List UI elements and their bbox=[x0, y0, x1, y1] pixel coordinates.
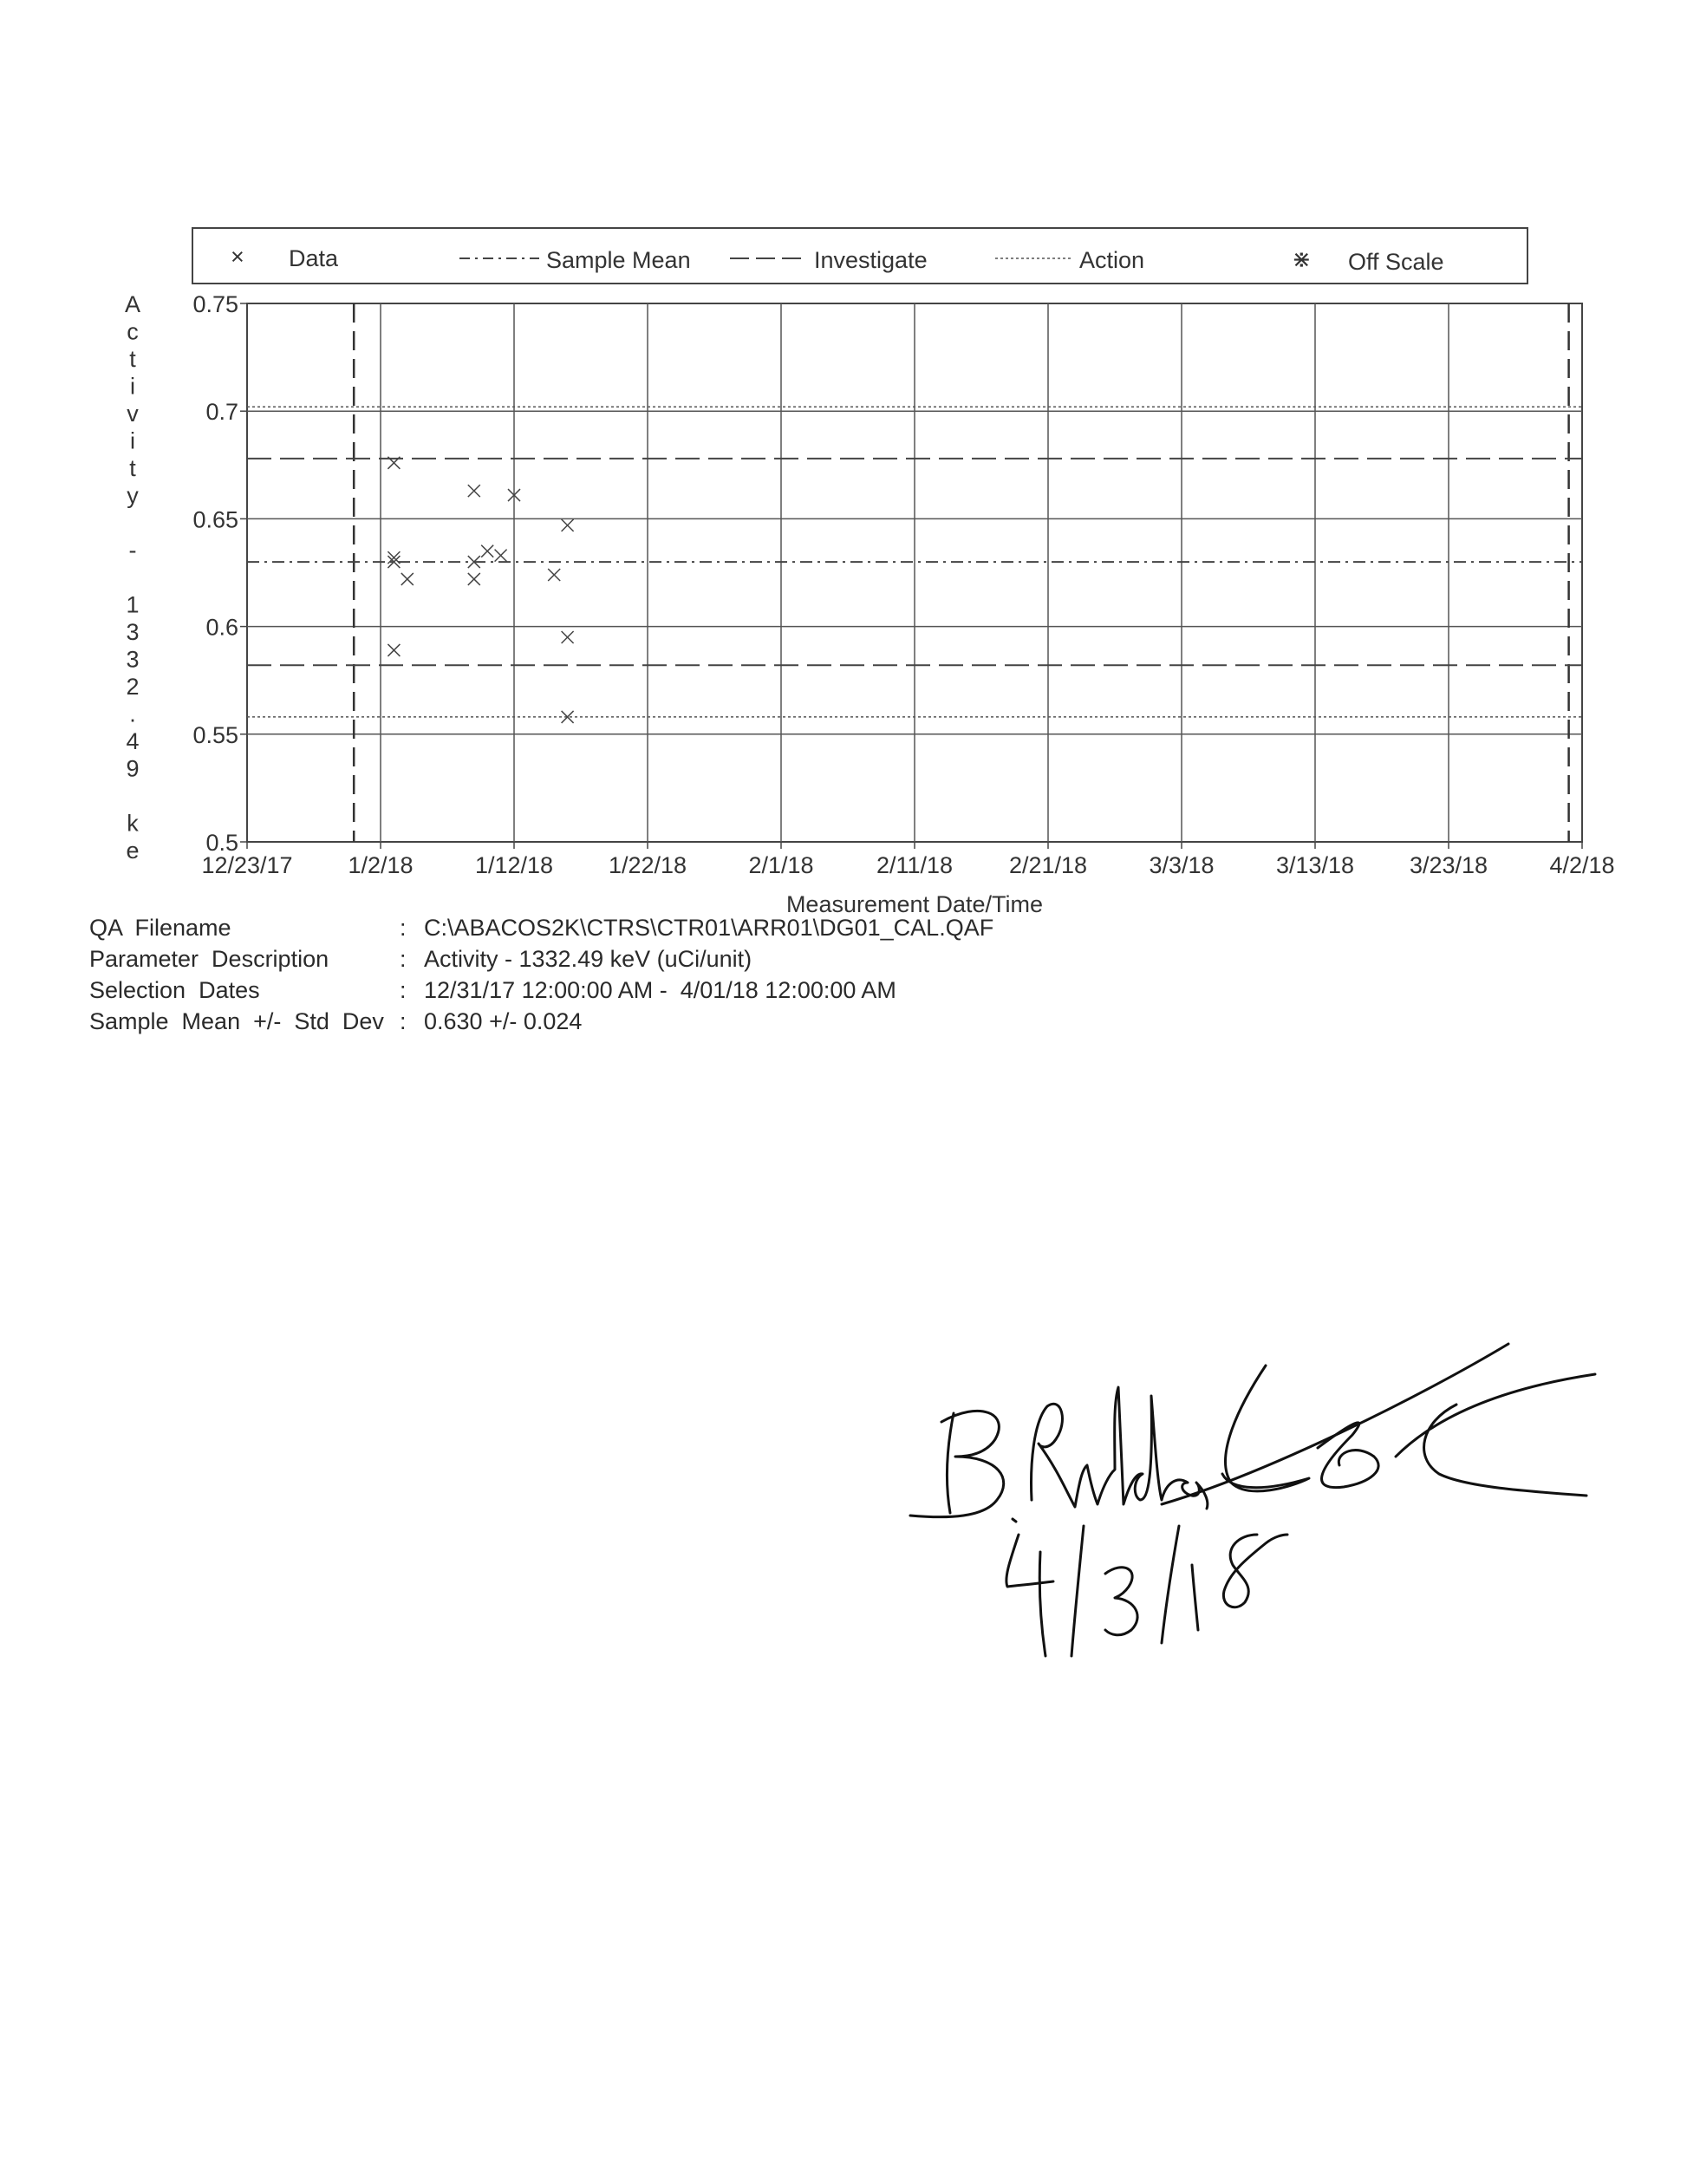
y-axis-label-char: c bbox=[127, 318, 139, 345]
y-axis-label-char: i bbox=[130, 427, 135, 454]
info-value: Activity - 1332.49 keV (uCi/unit) bbox=[424, 946, 752, 972]
info-row-sample-mean bbox=[89, 1006, 993, 1037]
y-axis-label-char: i bbox=[130, 373, 135, 400]
data-point bbox=[388, 644, 400, 656]
data-points bbox=[388, 457, 573, 723]
y-axis-label-char: e bbox=[126, 838, 140, 864]
y-tick-label: 0.6 bbox=[205, 614, 238, 641]
y-tick-label: 0.55 bbox=[192, 721, 238, 748]
info-label: QA Filename bbox=[89, 915, 231, 941]
info-separator: : bbox=[400, 915, 407, 941]
info-separator: : bbox=[400, 977, 407, 1003]
y-axis-label-char: 3 bbox=[126, 619, 140, 645]
data-point bbox=[495, 550, 507, 562]
y-tick-label: 0.65 bbox=[192, 506, 238, 533]
data-point bbox=[401, 573, 414, 585]
y-axis-label-char: A bbox=[124, 291, 141, 317]
legend-data-label: Data bbox=[289, 245, 339, 271]
y-axis-label-char: 2 bbox=[126, 674, 140, 700]
chart bbox=[0, 0, 1687, 919]
x-tick-label: 12/23/17 bbox=[201, 852, 293, 878]
y-axis-label-char: y bbox=[127, 482, 139, 509]
info-value: 12/31/17 12:00:00 AM - 4/01/18 12:00:00 AM bbox=[424, 977, 896, 1003]
y-axis-label-char: 4 bbox=[126, 728, 140, 754]
legend-action-label: Action bbox=[1079, 247, 1145, 273]
info-label: Sample Mean +/- Std Dev bbox=[89, 1008, 384, 1034]
info-row-parameter bbox=[89, 943, 993, 975]
y-tick-label: 0.5 bbox=[205, 830, 238, 856]
info-separator: : bbox=[400, 1008, 407, 1034]
info-value: 0.630 +/- 0.024 bbox=[424, 1008, 583, 1034]
y-axis-label-char: t bbox=[129, 346, 136, 372]
data-point bbox=[481, 545, 493, 557]
legend-investigate-label: Investigate bbox=[814, 247, 928, 273]
y-axis-label-char: - bbox=[128, 537, 137, 564]
x-tick-label: 3/3/18 bbox=[1149, 852, 1215, 878]
y-axis-label-char: 9 bbox=[126, 755, 140, 782]
data-point bbox=[468, 485, 480, 497]
grid bbox=[247, 303, 1582, 842]
y-axis-label-char: t bbox=[129, 455, 136, 481]
x-tick-label: 2/1/18 bbox=[748, 852, 814, 878]
y-axis-label-char: k bbox=[127, 810, 139, 837]
y-axis-label-char: 3 bbox=[126, 646, 140, 673]
y-axis-label-char: 1 bbox=[126, 591, 140, 618]
x-tick-label: 4/2/18 bbox=[1549, 852, 1615, 878]
info-value: C:\ABACOS2K\CTRS\CTR01\ARR01\DG01_CAL.QAF bbox=[424, 915, 994, 941]
qa-info-block bbox=[89, 912, 993, 1037]
x-tick-label: 3/23/18 bbox=[1409, 852, 1488, 878]
y-tick-label: 0.7 bbox=[205, 399, 238, 426]
y-tick-label: 0.75 bbox=[192, 291, 238, 317]
info-label: Selection Dates bbox=[89, 977, 260, 1003]
x-tick-label: 2/21/18 bbox=[1008, 852, 1088, 878]
legend-offscale-marker: ⋇ bbox=[1292, 246, 1312, 272]
info-label: Parameter Description bbox=[89, 946, 329, 972]
y-axis-label-char: v bbox=[127, 401, 139, 427]
info-separator: : bbox=[400, 946, 407, 972]
data-point bbox=[562, 631, 574, 643]
axis-ticks bbox=[192, 291, 1614, 878]
legend-mean-label: Sample Mean bbox=[546, 247, 691, 273]
x-tick-label: 1/2/18 bbox=[348, 852, 414, 878]
handwritten-signature bbox=[902, 1327, 1630, 1691]
legend-data-marker: × bbox=[231, 244, 244, 270]
x-tick-label: 2/11/18 bbox=[876, 852, 954, 878]
x-tick-label: 1/12/18 bbox=[474, 852, 554, 878]
y-axis-label-char: . bbox=[129, 701, 136, 727]
data-point bbox=[468, 573, 480, 585]
x-axis-label: Measurement Date/Time bbox=[785, 891, 1044, 917]
legend-offscale-label: Off Scale bbox=[1348, 249, 1444, 275]
x-tick-label: 1/22/18 bbox=[608, 852, 687, 878]
data-point bbox=[562, 519, 574, 531]
data-point bbox=[548, 569, 560, 581]
legend bbox=[192, 228, 1527, 284]
y-axis-label bbox=[125, 291, 140, 864]
info-row-filename bbox=[89, 912, 993, 943]
x-tick-label: 3/13/18 bbox=[1275, 852, 1355, 878]
info-row-selection-dates bbox=[89, 975, 993, 1006]
